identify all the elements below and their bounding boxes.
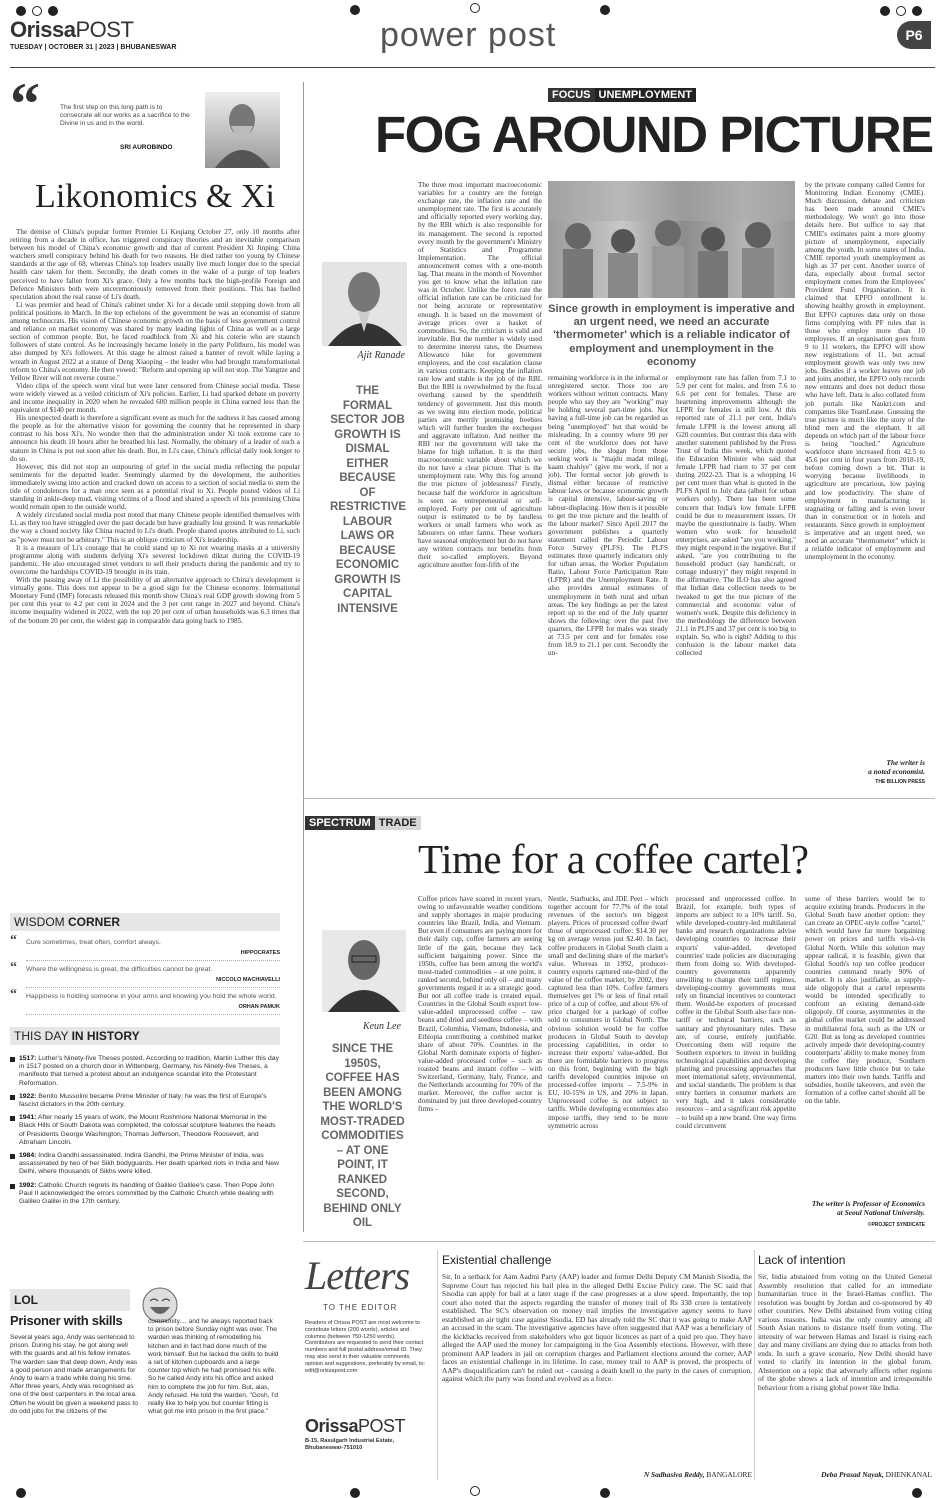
letters-info: Readers of Orissa POST are most welcome to contribute letters (200 words), articles and columns (between 750-1250 words). Contributors are requested to send their contact numbers and full postal address/email ID. They may also send in their valuable comments, opinion and suggestions, preferably by email, to: edit@orissapost.com bbox=[305, 1320, 426, 1374]
aurobindo-portrait bbox=[205, 92, 280, 168]
focus-byline: Ajit Ranade bbox=[357, 350, 405, 361]
focus-col1: The three most important macroeconomic variables for a country are the foreign exchange rate, the inflation rate and the unemployment rate. The first is accurately and officially reported every working day, by the RBI which is also responsible for its management. The second is reported every month by the government's Ministry of Statistics and Programme Implementation. The official announcement comes with a one-month lag. That means in the month of November you get to know what the inflation rate was in October. Unlike the forex rate the official inflation rate can be criticised for not being accurate or representative enough. It is based on the movement of average prices over a basket of commodities. So, the criticism is valid and inevitable. But the number is widely used to determine interest rates, the Dearness Allowance hike for government employees, and the cost escalation clause in various contracts. Keeping the inflation rate low and stable is the job of the RBI. But the RBI is overwhelmed by the fiscal overhang caused by the spendthrift tendency of government. Just this month as we swing into election mode, political parties are merrily promising freebies which will further burden the exchequer and aggravate inflation. And neither the RBI nor the government will take the blame for high inflation. It is the third macroeconomic variable about which we do not have a clear picture. That is the unemployment rate. Why this fog around the true picture of joblessness? Firstly, because half the workforce in agriculture is seen as entrepreneurial or self-employed. Forty per cent of agriculture output is estimated to be by landless workers or small farmers who work as labourers on other farms. These workers have seasonal employment but do not have any written contracts nor benefits from their so-called employers. Beyond agriculture another four-fifth of the bbox=[418, 181, 542, 570]
quote-mark-icon: “ bbox=[10, 71, 40, 137]
quote-box bbox=[10, 71, 295, 172]
keun-lee-portrait bbox=[322, 930, 406, 1012]
editorial-para: A widely circulated social media post noted that many Chinese people identified themselves with Li, as they too have struggled over the past decade but have gradually lost ground. It was remarkable the way a closed society like China reacted to Li's death. People shared quotes attributed to Li, such as "power must not be arbitrary." This is an oblique criticism of Xi's leadership. bbox=[10, 511, 300, 544]
section-title: power post bbox=[380, 16, 557, 54]
editorial-para: Video clips of the speech went viral but were later censored from Chinese social media. These were widely viewed as a veiled criticism of Xi's policies. Earlier, Li had sparked debate on poverty and income inequality in 2020 when he revealed 600 million people in China earned less than the equivalent of $140 per month. bbox=[10, 381, 300, 415]
quote-text: The first step on this long path is to consecrate all our works as a sacrifice to the Divine in us and in the world. bbox=[60, 104, 190, 127]
spectrum-headline: Time for a coffee cartel? bbox=[418, 836, 809, 882]
quote-mark-icon: “ bbox=[10, 933, 17, 948]
lol-box bbox=[10, 1289, 280, 1484]
history-item: 1941: After nearly 15 years of work, the Mount Rushmore National Memorial in the Black Hills of South Dakota was completed; the colossal sculpture features the heads of Presidents George Washington, Thomas Jefferson, Theodore Roosevelt, and Abraham Lincoln. bbox=[10, 1114, 280, 1147]
spectrum-credit: The writer is Professor of Economics at Seoul National University. bbox=[811, 1199, 925, 1217]
section-divider bbox=[303, 798, 935, 799]
lol-title: Prisoner with skills bbox=[10, 1313, 123, 1328]
letters-column-divider bbox=[754, 1250, 755, 1480]
history-item: 1992: Catholic Church regrets its handling of Galileo Galilee's case. Then Pope John Paul II acknowledged the errors committed by the Catholic Church while dealing with Galileo Galilei in the 17th century. bbox=[10, 1182, 280, 1207]
focus-col3: employment rate has fallen from 7.1 to 5.9 per cent for males, and from 7.6 to 6.6 per cent for females. These are heartening improvements although the LFPR for females is still low. At this reported rate of 21.1 per cent, India's female LFPR is the lowest among all G20 countries. But contrast this data with another statement published by the Press Trust of India this week, which quoted the Education Minister who said that female LFPR had risen to 37 per cent during 2022-23. That is a whopping 16 per cent more than what is quoted in the PLFS April to July data (albeit for urban workers only). There has been some concern that India's low female LFPR could be due to measurement issues. Or maybe the questionnaire is faulty. When women who work for household enterprises, are asked "are you working," they might respond in the negative. But if asked, "are you contributing to the household product (say handicraft, or cottage industry)" they might respond in the affirmative. The ILO has also agreed that Indian data collection needs to be tweaked to get the true picture of the commercial and economic value of women's work. Despite this deficiency in the methodology the difference between 21.1 in PLFS and 37 per cent is too big to explain. So, who is right? Adding to this confusion is the labour market data collected bbox=[676, 374, 796, 658]
focus-col2: remaining workforce is in the informal or unregistered sector. Those too are workers without written contracts. Many people who say they are "working" may be holding several part-time jobs. Not having a full-time job can be regarded as being "unemployed" but that would be misleading. In a country where 90 per cent of the workforce does not have secure jobs, the slogan from those seeking work is "majdu madat milegi, kaam chahiye" (give me work, if not a job). The formal sector job growth is dismal either because of restrictive labour laws or because economic growth is capital intensive, labour-saving or labour-displacing. How then is it possible to get the true picture and the health of the labour market? Since April 2017 the government publishes a quarterly statement called the Periodic Labour Force Survey (PLFS). The PLFS estimates three quarterly indicators only for urban areas, the Worker Population Ratio, Labour Force Participation Rate (LFPR) and the Unemployment Rate. It also provides annual estimates of unemployment in both rural and urban areas. The key findings as per the latest report up to the end of the July quarter shows the following: over the past five quarters, the LFPR for males was steady at 73.5 per cent and for females rose from 18.9 to 21.1 per cent. Secondly the un- bbox=[548, 374, 668, 658]
quote-author: SRI AUROBINDO bbox=[120, 144, 173, 151]
masthead-rule bbox=[10, 67, 935, 68]
focus-pull-quote: THE FORMAL SECTOR JOB GROWTH IS DISMAL EITHER BECAUSE OF RESTRICTIVE LABOUR LAWS OR BECAUSE ECONOMIC GROWTH IS CAPITAL INTENSIVE bbox=[330, 385, 407, 615]
letters-box bbox=[305, 1250, 435, 1480]
letters-divider bbox=[303, 1241, 935, 1242]
wisdom-quote: “ Happiness is holding someone in your arms and knowing you hold the whole world. ORHAN PAMUK bbox=[10, 993, 280, 1015]
lol-tag: LOL bbox=[10, 1289, 130, 1311]
ajit-ranade-portrait bbox=[322, 262, 407, 346]
spectrum-col3: processed and unprocessed coffee. In Brazil, for example, both types of imports are subject to a 10% tariff. So, while developed-country-led multilateral banks and research organizations advise developing countries to increase their exports' value-added, developed countries' trade policies are discouraging them from doing so. With developed-country governments apparently unwilling to change their tariff regimes, developing-country governments must rely on financial incentives to counteract them. Would-be exporters of processed coffee in the Global South also face non-tariff or technical barriers, such as sanitary and phytosanitary rules. These are, of course, entirely justifiable. Overcoming them will require the Southern exporters to invest in building technological capabilities and developing planting and processing approaches that meet international safety, environmental, and social standards. The problem is that entry barriers in consumer markets are very high, and it takes considerable resources – and a significant risk appetite – to build up a new brand. One way firms could circumvent bbox=[676, 895, 796, 1130]
focus-tags bbox=[548, 85, 696, 103]
wisdom-quote: “ Where the willingness is great, the difficulties cannot be great. NICCOLO MACHIAVELLI bbox=[10, 966, 280, 988]
quote-mark-icon: “ bbox=[10, 987, 17, 1002]
letter-title: Lack of intention bbox=[758, 1253, 846, 1267]
logo bbox=[10, 17, 133, 43]
history-box bbox=[10, 1027, 280, 1211]
letter-body: Sir, In a setback for Aam Aadmi Party (AAP) leader and former Delhi Deputy CM Manish Sisodia, the Supreme Court has rejected his bail plea in the alleged Delhi Excise Policy case. The SC said that Sisodia can apply for bail at a later stage if the case progresses at a slow speed. Importantly, the top court also noted that the aspects regarding the transfer of money trail of Rs 338 crore is tentatively established. The SC's observation on money trail implies the investigative agency seems to have established an air tight case against Sisodia. ED has already told the SC that it was going to make AAP an accused in the scam. The investigative agencies have often suggested that AAP was a beneficiary of the kickbacks received from stakeholders who got liquor licences as part of a quid pro quo. They have alleged the AAP used the money for campaigning in the Goa Assembly elections. However, with three prominent AAP leaders in jail on corruption charges and Parliament elections around the corner, AAP faces an existential challenge in its lifetime. In case, money trail to AAP is proved, the prospects of AAP's disqualification can't be ruled out - causing a death knell to the party in the cases of corruption, against which the party was found and evolved as a force. bbox=[442, 1273, 752, 1383]
history-heading: THIS DAY IN HISTORY bbox=[10, 1027, 280, 1045]
letter-signature: Deba Prasad Nayak, DHENKANAL bbox=[821, 1470, 932, 1479]
spectrum-pull-quote: SINCE THE 1950S, COFFEE HAS BEEN AMONG THE WORLD'S MOST-TRADED COMMODITIES – AT ONE POINT, IT RANKED SECOND, BEHIND ONLY OIL bbox=[320, 1043, 405, 1229]
job-seekers-photo bbox=[548, 181, 795, 298]
spectrum-syndicate: ©PROJECT SYNDICATE bbox=[867, 1222, 925, 1228]
focus-tag: FOCUS bbox=[548, 88, 595, 102]
editorial-para: Li was premier and head of China's cabinet under Xi for a decade until stepping down from all political positions in March. In the top echelons of the government he was an economist of stature among technocrats. His vision of Chinese economic growth on the basis of less government control and reliance on market economy was shared by many leading lights of China as well as a large section of common people. But, he faced roadblock from Xi and his coterie who are staunch followers of state control. As he increasingly became lonely in the party Politburo, his model was also dumped by Xi's followers. At this stage he almost raised a banner of revolt while laying a wreath in August 2022 at a statue of Deng Xiaoping – the leader who had brought transformational reform to China's economy. He then vowed: "Reform and opening up will not stop. The Yangtze and Yellow River will not reverse course." bbox=[10, 300, 300, 382]
spectrum-col2: Nestle, Starbucks, and JDE Peet – which together account for 77.7% of the total revenues of the sector's ten biggest players. Prices of processed coffee dwarf those of unprocessed coffee: $14.30 per kg on average versus just $2.40. In fact, coffee producers in Global South claim a small and declining share of the market's value. Whereas in 1992, producer-country exports captured one-third of the value of the coffee market, by 2002, they captured less than 10%. Coffee farmers themselves get 1% or less of final retail price of a cup of coffee, and about 6% of price charged for a package of coffee sold to consumers in Global North. The obvious solution would be for coffee producers in Global South to develop processing capabilities, in order to increase their exports' value-added. But there are formidable barriers to progress on this front, beginning with the high tariffs developed countries impose on processed-coffee imports – 7.5-9% in EU, 10-15% in US, and 20% in Japan. Unprocessed coffee is not subject to tariffs. While developing economies also impose tariffs, they tend to be more symmetric across bbox=[548, 895, 668, 1130]
quote-mark-icon: “ bbox=[10, 960, 17, 975]
page-number: P6 bbox=[897, 21, 931, 49]
focus-credit: The writer is a noted economist. bbox=[868, 758, 925, 776]
letters-address: B-15, Rasulgarh Industrial Estate, Bhubaneswar-751010 bbox=[305, 1438, 395, 1451]
letter-title: Existential challenge bbox=[442, 1253, 552, 1267]
letter-body: Sir, India abstained from voting on the United General Assembly resolution that called for an immediate humanitarian truce in the Israel-Hamas conflict. The resolution was bought by Jordan and co-sponsored by 40 other countries. New Delhi abstained from voting citing various reasons. India was the only country among all South Asian nations to distance itself from voting. The intensity of war between Hamas and Israel is rising each day and many civilians are dying due to attacks from both ends. In such a grave scenario, New Delhi should have voted to clarify its intention in the global forum. Abstention on a topic that adversely affects other regions of the globe shows a lack of intention and irresponsible behaviour from a rising global power like India. bbox=[758, 1273, 932, 1392]
column-divider bbox=[303, 82, 304, 1232]
logo-big: POST bbox=[75, 17, 134, 42]
unemployment-tag: UNEMPLOYMENT bbox=[595, 88, 697, 102]
masthead bbox=[10, 17, 935, 67]
wisdom-quote: “ Cure sometimes, treat often, comfort always. HIPPOCRATES bbox=[10, 939, 280, 961]
letters-column-divider bbox=[437, 1250, 438, 1480]
spectrum-col1: Coffee prices have soared in recent years, owing to unfavourable weather conditions and supply shortages in major producing countries like Brazil, India, and Vietnam. But even if consumers are paying more for their daily cup, coffee farmers are seeing little of the gain, because they lack sufficient bargaining power. Since the 1950s, coffee has been among the world's most-traded commodities – at one point, it ranked second, behind only oil – and many governments regard it as a strategic good. But not all coffee trade is created equal. Countries in the Global South export low-value-added unprocessed coffee – raw beans and dried and seedless coffee – with Brazil, Columbia, Vietnam, Indonesia, and Ethiopia contributing a combined market share of about 70%. Countries in the Global North dominate exports of higher-value-added processed coffee – such as roasted beans and instant coffee – with Switzerland, Germany, Italy, France, and the Netherlands accounting for 70% of the market. Moreover, the coffee sector is dominated by just three developed-country firms – bbox=[418, 895, 542, 1114]
trade-tag: TRADE bbox=[375, 816, 421, 830]
lol-col1: Several years ago, Andy was sentenced to prison. During his stay, he got along well with the guards and all his fellow inmates. The warden saw that deep down, Andy was a good person and made arrangements for Andy to learn a trade while doing his time. After three years, Andy was recognised as one of the best carpenters in the local area. Often he would be given a weekend pass to do odd jobs for the citizens of the bbox=[10, 1334, 138, 1415]
editorial-para: His unexpected death is therefore a significant event as much for the sadness it has caused among the people as for the alternative vision for governing the country that he represented in sharp contrast to his boss Xi's. No wonder then that the administration under Xi took extreme care to announce his death 10 hours after he breathed his last. Normally, the obituary of a leader of such a stature in China is put out soon after his death. But, in Li's case, China's official daily took longer to do so. bbox=[10, 414, 300, 463]
letters-logo: OrissaPOST bbox=[305, 1416, 406, 1436]
letters-title: Letters bbox=[305, 1253, 410, 1298]
dateline: TUESDAY | OCTOBER 31 | 2023 | BHUBANESWAR bbox=[10, 44, 177, 51]
wisdom-heading: WISDOM CORNER bbox=[10, 913, 280, 931]
lol-col2: community.... and he always reported back to prison before Sunday night was over. The warden was thinking of remodelling his kitchen and in fact had done much of the work himself. But he lacked the skills to build a set of kitchen cupboards and a large counter top which he had promised his wife. So he called Andy into his office and asked him to complete the job for him. But, alas, Andy refused. He told the warden, "Gosh, I'd really like to help you but counter fitting is what got me into prison in the first place." bbox=[148, 1318, 279, 1416]
spectrum-tags bbox=[305, 813, 421, 831]
editorial-para: With the passing away of Li the possibility of an alternative approach to China's development is virtually gone. This does not appear to be a good sign for the Chinese economy. International Monetary Fund (IMF) forecasts released this month show China's real GDP growth slowing from 5 per cent this year to 4.2 per cent in 2024 and the 3 per cent range in 2027 and beyond. China's income inequality widened in 2022, with the top 20 per cent of urban households was 6.3 times that of the bottom 20 per cent, the widest gap in comparable data going back to 1985. bbox=[10, 576, 300, 625]
logo-small: Orissa bbox=[10, 17, 76, 42]
focus-col4: by the private company called Centre for Monitoring Indian Economy (CMIE). Much discussion, debate and criticism has been made around CMIE's methodology. We won't go into those details here. But suffice to say that CMIE's estimates paint a more gloomy picture of unemployment, especially among the youth. In some states of India, CMIE reported youth unemployment as high as 37 per cent. Another source of data, especially about formal sector employment comes from the Employees' Provident Fund Organisation. It is claimed that EPFO enrollment is showing healthy growth in employment. But EPFO captures data only on those firms complying with PF rules that is those who employ more than 10 employees. If an organisation goes from 9 to 11 workers, the EPFO will show new registrations of 11, but actual employment growth was only two new jobs. Besides if a worker leaves one job and joins another, the EPFO only records new entrants and does not deduct those who have left. Data is also collated from job portals like Naukri.com and companies like TeamLease. Guessing the true picture is much like the story of the blind men and the elephant. It all depends on which part of the labour force is being "touched." Agriculture workforce share increased from 42.5 to 45.6 per cent in four years from 2018-19, before coming down a bit. That is worrying because livelihoods in agriculture are precarious, low paying and low productivity. The share of employment in manufacturing is stagnating or falling and is even lower than in construction or in hotels and restaurants. Since growth in employment is imperative and an urgent need, we need an accurate "thermometer" which is a reliable indicator of employment and unemployment in the economy. bbox=[805, 181, 925, 562]
editorial-para: However, this did not stop an outpouring of grief in the social media reflecting the popular sentiments for the departed leader. Seemingly alarmed by the development, the authorities immediately swung into action and cracked down on access to a section of social media to stem the tide of condolences for a man once seen as a potential rival to Xi. People posted videos of Li standing in ankle-deep mud, visiting victims of a flood and shared a speech of his promising China would remain open to the outside world. bbox=[10, 462, 300, 512]
spectrum-col4: some of these barriers would be to acquire existing brands. Producers in the Global South have another option: they can create an OPEC-style coffee "cartel," which would have far more bargaining power on prices and tariffs vis-à-vis Global North. While this solution may appear radical, it is feasible, given that Global South's top ten coffee producer countries command nearly 90% of market. It is also justifiable, as supply-side oligopoly that a cartel represents would be intended specifically to confront an existing demand-side oligopoly. Of course, asymmetries in the global coffee market could be addressed in multilateral fora, such as the UN or G20. But as long as developed countries actively impede their developing-country counterparts' ability to make money from the coffee they produce, Southern producers have little choice but to take matters into their own hands. Tariffs and subsidies, hostile takeovers, and even the formation of a coffee cartel should all be on the table. bbox=[805, 895, 925, 1106]
wisdom-corner bbox=[10, 913, 280, 1020]
history-item: 1517: Luther's Ninety-five Theses posted. According to tradition, Martin Luther this day in 1517 posted on a church door in Wittenberg, Germany, his Ninety-five Theses, a manifesto that turned a protest about an indulgence scandal into the Protestant Reformation. bbox=[10, 1055, 280, 1088]
editorial-body bbox=[10, 228, 300, 893]
focus-photo-caption: Since growth in employment is imperative and an urgent need, we need an accurate 'thermometer' which is a reliable indicator of employment and unemployment in the economy bbox=[548, 303, 795, 368]
focus-syndicate: THE BILLION PRESS bbox=[875, 779, 925, 785]
history-item: 1922: Benito Mussolini became Prime Minister of Italy; he was the first of Europe's fascist dictators in the 20th century. bbox=[10, 1093, 280, 1109]
editorial-title: Likonomics & Xi bbox=[35, 178, 275, 215]
letters-subtitle: TO THE EDITOR bbox=[323, 1303, 398, 1312]
spectrum-tag: SPECTRUM bbox=[305, 816, 375, 830]
history-item: 1984: Indira Gandhi assassinated. Indira Gandhi, the Prime Minister of India, was assassinated by two of her Sikh bodyguards. Her death sparked riots in India and New Delhi, where thousands of Sikhs were killed. bbox=[10, 1152, 280, 1177]
spectrum-byline: Keun Lee bbox=[362, 1021, 401, 1032]
editorial-para: It is a measure of Li's courage that he could stand up to Xi not wearing masks at a university programme along with students defying Xi's severest lockdown diktat during the COVID-19 pandemic. He also encouraged street vendors to sell their products during the pandemic and try to overcome the hardships COVID-19 brought in its train. bbox=[10, 543, 300, 576]
letter-1 bbox=[442, 1253, 752, 1479]
focus-headline: FOG AROUND PICTURE bbox=[375, 106, 933, 163]
letter-signature: N Sadhasiva Reddy, BANGALORE bbox=[643, 1470, 752, 1479]
letter-2 bbox=[758, 1253, 932, 1479]
editorial-para: The demise of China's popular former Premier Li Keqiang October 27, only 10 months after retiring from a decade in office, has triggered conspiracy theories and an inevitable comparison between his model of China's economic growth and that of current President Xi Jinping. China watchers smell conspiracy behind his death for two reasons. He died rather too young by Chinese standards at the age of 68, whereas China's top leaders usually live much longer due to the special health care taken for them. Secondly, the death comes in the wake of a purge of top leaders perceived to have fallen from Xi's grace. Only a few months back the high-profile Foreign and Defence Ministers both were unceremoniously removed from their positions. This has fuelled speculation about the real cause of Li's death. bbox=[10, 228, 300, 301]
